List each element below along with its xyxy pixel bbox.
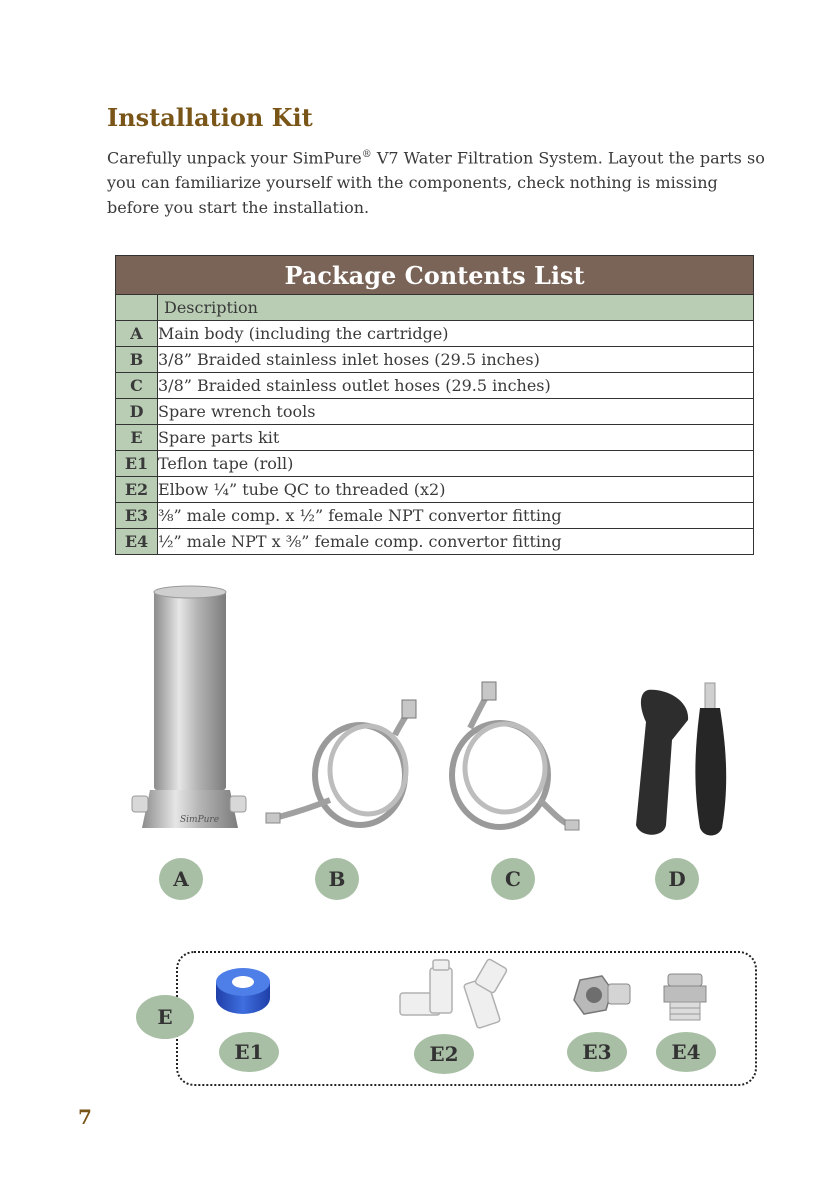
part-description: Teflon tape (roll) [158,451,754,477]
part-description: ½” male NPT x ⅜” female comp. convertor fitting [158,529,754,555]
label-b: B [315,858,359,900]
part-code: E1 [116,451,158,477]
intro-text-start: Carefully unpack your SimPure [107,148,362,168]
main-body-image [132,586,246,828]
inlet-hose-image [266,700,416,825]
registered-mark: ® [361,149,372,160]
part-description: 3/8” Braided stainless inlet hoses (29.5 inches) [158,347,754,373]
part-description: Spare wrench tools [158,399,754,425]
part-description: ⅜” male comp. x ½” female NPT convertor fitting [158,503,754,529]
label-e3: E3 [567,1032,627,1072]
label-d: D [655,858,699,900]
part-code: A [116,321,158,347]
label-c: C [491,858,535,900]
part-code: E2 [116,477,158,503]
label-e: E [136,995,194,1039]
part-code: C [116,373,158,399]
part-code: E [116,425,158,451]
part-description: Main body (including the cartridge) [158,321,754,347]
part-description: Spare parts kit [158,425,754,451]
intro-text-end: V7 Water Filtration System. Layout the parts so you can familiarize yourself with the components, check nothing is missing before you start the installation. [107,148,765,218]
part-code: E4 [116,529,158,555]
page-title: Installation Kit [107,103,313,132]
part-code: D [116,399,158,425]
label-a: A [159,858,203,900]
page-number: 7 [78,1105,92,1129]
part-code: B [116,347,158,373]
part-description: 3/8” Braided stainless outlet hoses (29.5 inches) [158,373,754,399]
part-code: E3 [116,503,158,529]
wrench-tools-image [636,683,726,836]
label-e4: E4 [656,1032,716,1072]
brand-mark: SimPure [180,815,220,825]
label-e2: E2 [414,1034,474,1074]
label-e1: E1 [219,1032,279,1072]
outlet-hose-image [452,682,579,830]
description-column-header: Description [158,295,754,321]
part-description: Elbow ¼” tube QC to threaded (x2) [158,477,754,503]
table-heading: Package Contents List [116,256,754,295]
